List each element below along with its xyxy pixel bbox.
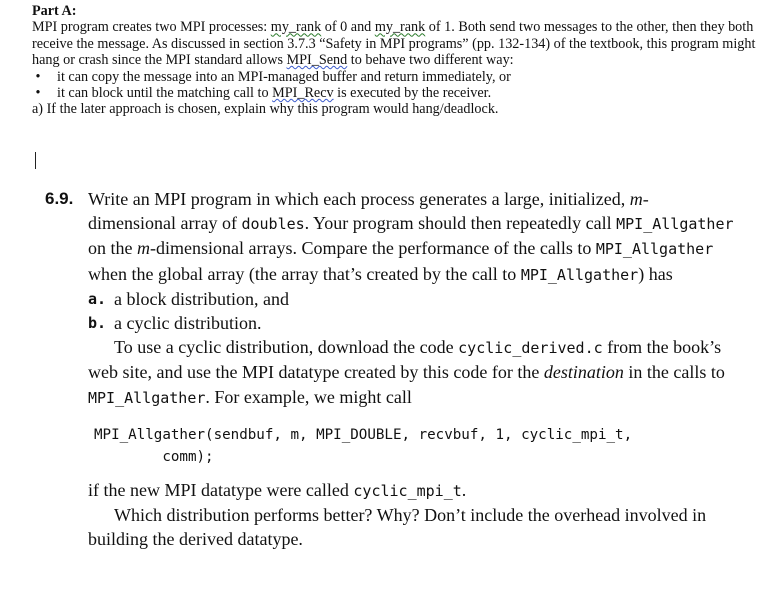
part-a-question: a) If the later approach is chosen, explain why this program would hang/deadlock. — [32, 101, 499, 118]
item-label: b. — [88, 314, 107, 333]
final-question: Which distribution performs better? Why? Don’t include the overhead involved in building the derived datatype. — [88, 505, 707, 550]
after-code-paragraph — [88, 478, 735, 503]
item-text: a cyclic distribution. — [114, 313, 262, 334]
exercise-text: on the — [88, 238, 137, 259]
part-a-text: MPI program creates two MPI processes: — [32, 19, 271, 36]
part-a-text: of 0 and — [321, 19, 375, 36]
item-label: a. — [88, 289, 107, 308]
exercise-text: ) has — [638, 263, 673, 284]
part-a-heading: Part A: — [32, 3, 77, 19]
bullet-text: it can block until the matching call to — [57, 85, 273, 102]
exercise-text: if the new MPI datatype were called — [88, 479, 354, 500]
cyclic-paragraph — [88, 335, 735, 410]
bullet-text: it can copy the message into an MPI-managed buffer and return immediately, or — [57, 68, 511, 85]
exercise-intro — [88, 187, 735, 287]
bullet-item — [32, 85, 767, 101]
part-a-text: to behave two different way: — [347, 52, 514, 69]
distribution-list — [88, 287, 735, 335]
exercise-text: . — [461, 479, 467, 500]
exercise-text: -dimensional arrays. Compare the performance of the calls to — [150, 238, 596, 259]
code-term: cyclic_derived.c — [458, 339, 603, 358]
item-text: a block distribution, and — [114, 288, 289, 309]
part-a-bullet-list — [32, 69, 767, 102]
text-cursor[interactable] — [35, 152, 36, 169]
exercise-text: Write an MPI program in which each process generates a large, initialized, — [88, 189, 630, 209]
math-m: m — [137, 238, 150, 259]
math-m: m — [629, 189, 643, 209]
exercise-6-9 — [45, 187, 735, 551]
mpi-send-term: MPI_Send — [286, 52, 348, 69]
code-term: MPI_Allgather — [88, 388, 206, 407]
bullet-glyph: • — [35, 68, 41, 85]
exercise-text: from the book’s web site, and use the MPI datatype created by this code for the — [88, 337, 722, 383]
bullet-glyph: • — [35, 85, 41, 102]
code-term: MPI_Allgather — [595, 240, 714, 259]
my-rank-term: my_rank — [270, 19, 322, 36]
list-item — [88, 311, 735, 335]
exercise-text: . For example, we might call — [205, 386, 412, 407]
exercise-text: when the global array (the array that’s created by the call to — [88, 263, 521, 284]
list-item — [88, 287, 735, 311]
code-term: MPI_Allgather — [520, 265, 639, 284]
exercise-text: -dimensional array of — [88, 189, 649, 234]
exercise-number: 6.9. — [45, 189, 74, 208]
part-a-paragraph — [32, 19, 767, 68]
exercise-text: . Your program should then repeatedly call — [304, 213, 617, 234]
part-a-text: of 1. Both send two messages to the other, then they both receive the message. As discussed in section 3.7.3 “Safety in MPI programs” (pp. 132-134) of the textbook, this program might hang or crash since the MPI standard allows — [32, 19, 756, 69]
code-term: MPI_Allgather — [616, 215, 734, 234]
my-rank-term: my_rank — [374, 19, 426, 36]
emphasis-term: destination — [543, 362, 624, 383]
bullet-text: is executed by the receiver. — [333, 85, 492, 102]
exercise-text: To use a cyclic distribution, download the code — [114, 337, 459, 358]
mpi-recv-term: MPI_Recv — [272, 85, 334, 102]
exercise-text: in the calls to — [623, 362, 725, 383]
exercise-body — [88, 187, 735, 551]
bullet-item — [32, 69, 767, 85]
code-term: doubles — [241, 215, 305, 234]
part-a-section — [32, 3, 767, 118]
code-example: MPI_Allgather(sendbuf, m, MPI_DOUBLE, recvbuf, 1, cyclic_mpi_t, comm); — [94, 426, 633, 465]
code-term: cyclic_mpi_t — [353, 481, 462, 500]
